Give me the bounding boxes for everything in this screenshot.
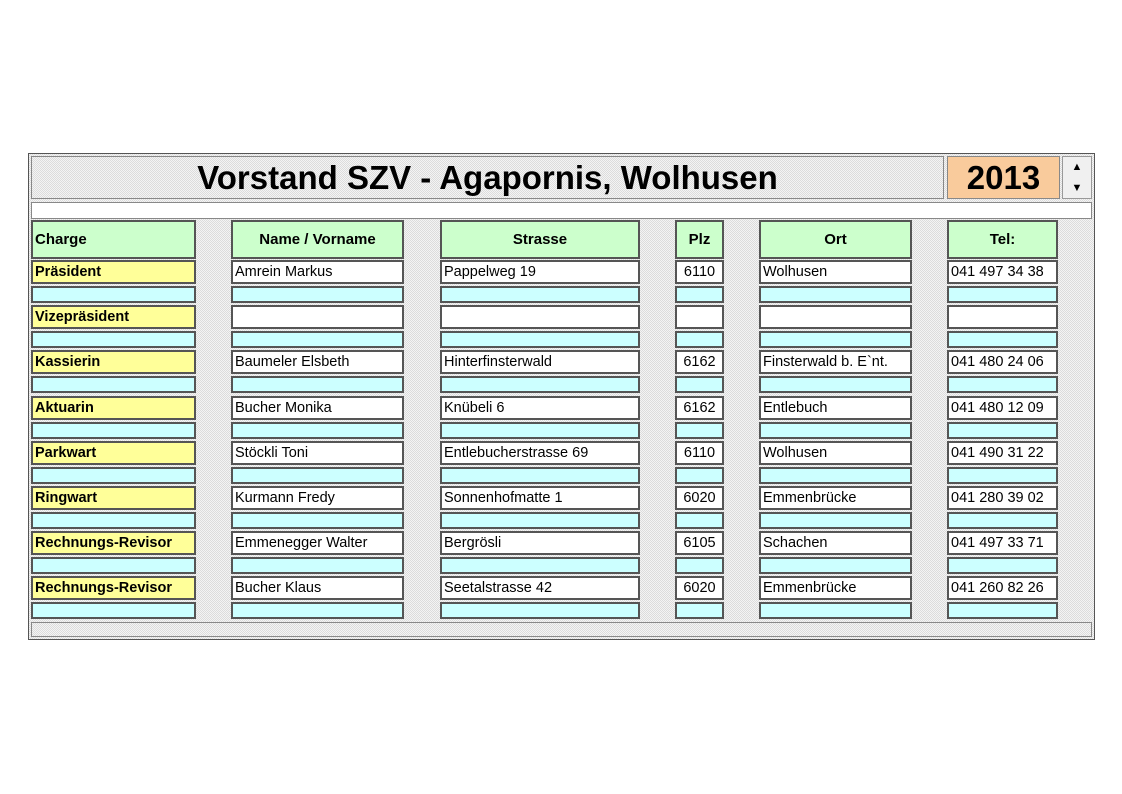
cell-plz[interactable]: 6110	[675, 260, 724, 284]
spacer-cell	[31, 286, 196, 303]
spacer-cell	[231, 557, 404, 574]
footer-row	[31, 622, 1092, 637]
spacer-cell	[675, 512, 724, 529]
blank-row	[31, 202, 1092, 219]
spacer-cell	[31, 557, 196, 574]
cell-plz[interactable]: 6105	[675, 531, 724, 555]
cell-ort[interactable]: Finsterwald b. E`nt.	[759, 350, 912, 374]
spacer-cell	[947, 422, 1058, 439]
header-name: Name / Vorname	[231, 220, 404, 259]
spacer-cell	[675, 376, 724, 393]
cell-ort[interactable]: Entlebuch	[759, 396, 912, 420]
spacer-cell	[440, 422, 640, 439]
spacer-cell	[675, 422, 724, 439]
spacer-cell	[440, 602, 640, 619]
spin-down-icon[interactable]: ▼	[1071, 181, 1083, 194]
spacer-cell	[31, 422, 196, 439]
spacer-cell	[759, 602, 912, 619]
header-charge: Charge	[31, 220, 196, 259]
spacer-cell	[947, 467, 1058, 484]
spacer-cell	[231, 286, 404, 303]
cell-strasse[interactable]: Hinterfinsterwald	[440, 350, 640, 374]
cell-name[interactable]: Kurmann Fredy	[231, 486, 404, 510]
cell-ort[interactable]: Emmenbrücke	[759, 486, 912, 510]
spacer-cell	[759, 467, 912, 484]
spacer-cell	[231, 512, 404, 529]
cell-charge[interactable]: Präsident	[31, 260, 196, 284]
spacer-cell	[759, 422, 912, 439]
cell-tel[interactable]: 041 480 12 09	[947, 396, 1058, 420]
spacer-cell	[947, 376, 1058, 393]
spacer-cell	[440, 512, 640, 529]
cell-charge[interactable]: Rechnungs-Revisor	[31, 531, 196, 555]
spin-up-icon[interactable]: ▲	[1071, 161, 1083, 174]
cell-tel[interactable]: 041 280 39 02	[947, 486, 1058, 510]
cell-tel[interactable]: 041 260 82 26	[947, 576, 1058, 600]
cell-name[interactable]: Stöckli Toni	[231, 441, 404, 465]
cell-name[interactable]	[231, 305, 404, 329]
cell-strasse[interactable]: Pappelweg 19	[440, 260, 640, 284]
page-title: Vorstand SZV - Agapornis, Wolhusen	[31, 156, 944, 199]
spacer-cell	[31, 602, 196, 619]
spacer-cell	[759, 376, 912, 393]
cell-tel[interactable]: 041 497 34 38	[947, 260, 1058, 284]
cell-strasse[interactable]: Seetalstrasse 42	[440, 576, 640, 600]
spacer-cell	[440, 557, 640, 574]
spacer-cell	[231, 422, 404, 439]
cell-plz[interactable]	[675, 305, 724, 329]
spacer-cell	[675, 602, 724, 619]
cell-charge[interactable]: Vizepräsident	[31, 305, 196, 329]
cell-ort[interactable]: Emmenbrücke	[759, 576, 912, 600]
cell-plz[interactable]: 6020	[675, 576, 724, 600]
spacer-cell	[231, 602, 404, 619]
cell-charge[interactable]: Parkwart	[31, 441, 196, 465]
cell-tel[interactable]	[947, 305, 1058, 329]
cell-ort[interactable]	[759, 305, 912, 329]
cell-charge[interactable]: Kassierin	[31, 350, 196, 374]
cell-name[interactable]: Baumeler Elsbeth	[231, 350, 404, 374]
spacer-cell	[440, 331, 640, 348]
cell-ort[interactable]: Schachen	[759, 531, 912, 555]
cell-strasse[interactable]: Bergrösli	[440, 531, 640, 555]
cell-name[interactable]: Bucher Monika	[231, 396, 404, 420]
spacer-cell	[231, 331, 404, 348]
cell-charge[interactable]: Ringwart	[31, 486, 196, 510]
spacer-cell	[31, 467, 196, 484]
spacer-cell	[440, 286, 640, 303]
cell-strasse[interactable]: Knübeli 6	[440, 396, 640, 420]
cell-strasse[interactable]: Entlebucherstrasse 69	[440, 441, 640, 465]
spacer-cell	[759, 331, 912, 348]
header-ort: Ort	[759, 220, 912, 259]
cell-charge[interactable]: Aktuarin	[31, 396, 196, 420]
spacer-cell	[947, 512, 1058, 529]
spacer-cell	[759, 512, 912, 529]
cell-strasse[interactable]: Sonnenhofmatte 1	[440, 486, 640, 510]
spacer-cell	[947, 602, 1058, 619]
cell-name[interactable]: Amrein Markus	[231, 260, 404, 284]
spacer-cell	[947, 286, 1058, 303]
cell-plz[interactable]: 6110	[675, 441, 724, 465]
spacer-cell	[675, 467, 724, 484]
cell-ort[interactable]: Wolhusen	[759, 260, 912, 284]
spacer-cell	[675, 286, 724, 303]
cell-name[interactable]: Emmenegger Walter	[231, 531, 404, 555]
spacer-cell	[675, 331, 724, 348]
cell-charge[interactable]: Rechnungs-Revisor	[31, 576, 196, 600]
spacer-cell	[31, 376, 196, 393]
board-sheet	[28, 153, 1095, 640]
cell-tel[interactable]: 041 497 33 71	[947, 531, 1058, 555]
cell-ort[interactable]: Wolhusen	[759, 441, 912, 465]
spacer-cell	[759, 286, 912, 303]
header-strasse: Strasse	[440, 220, 640, 259]
cell-strasse[interactable]	[440, 305, 640, 329]
spacer-cell	[759, 557, 912, 574]
spacer-cell	[440, 376, 640, 393]
spacer-cell	[440, 467, 640, 484]
header-tel: Tel:	[947, 220, 1058, 259]
cell-plz[interactable]: 6162	[675, 350, 724, 374]
cell-tel[interactable]: 041 480 24 06	[947, 350, 1058, 374]
spacer-cell	[31, 331, 196, 348]
cell-plz[interactable]: 6020	[675, 486, 724, 510]
spacer-cell	[31, 512, 196, 529]
year-field[interactable]: 2013	[947, 156, 1060, 199]
cell-plz[interactable]: 6162	[675, 396, 724, 420]
cell-name[interactable]: Bucher Klaus	[231, 576, 404, 600]
spacer-cell	[947, 557, 1058, 574]
spacer-cell	[675, 557, 724, 574]
cell-tel[interactable]: 041 490 31 22	[947, 441, 1058, 465]
spacer-cell	[231, 376, 404, 393]
spacer-cell	[947, 331, 1058, 348]
spacer-cell	[231, 467, 404, 484]
year-spinner[interactable]	[1062, 156, 1092, 199]
header-plz: Plz	[675, 220, 724, 259]
